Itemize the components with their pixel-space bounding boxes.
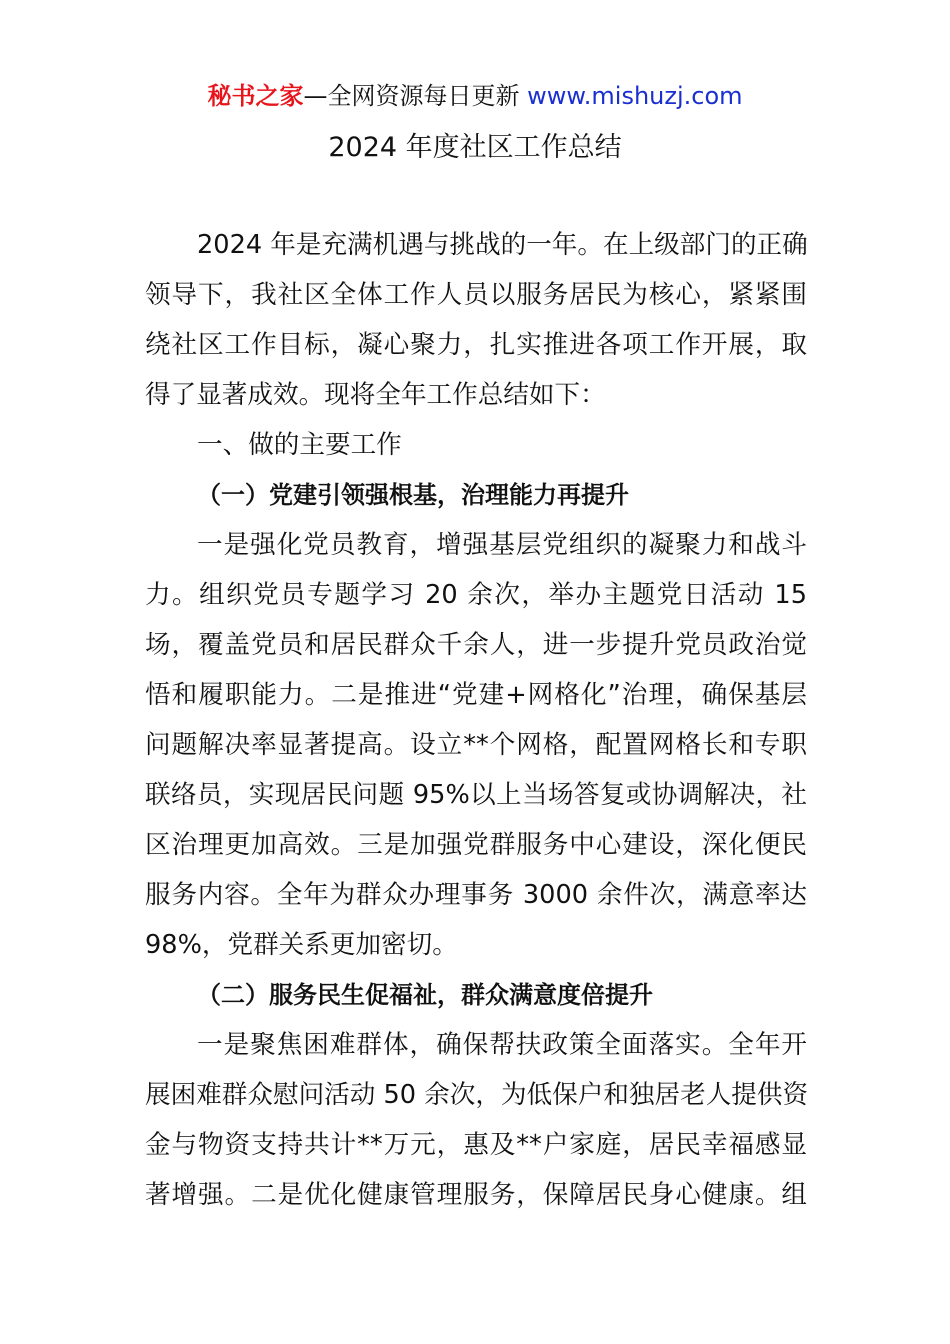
para1-line-8: 服务内容。全年为群众办理事务 3000 余件次，满意率达 <box>145 880 807 910</box>
para1-line-3: 场，覆盖党员和居民群众千余人，进一步提升党员政治觉 <box>145 630 807 660</box>
para1-line-9: 98%，党群关系更加密切。 <box>145 930 458 960</box>
para2-line-1: 一是聚焦困难群体，确保帮扶政策全面落实。全年开 <box>197 1030 807 1060</box>
para1-line-1: 一是强化党员教育，增强基层党组织的凝聚力和战斗 <box>197 530 807 560</box>
document-title: 2024 年度社区工作总结 <box>328 132 622 163</box>
intro-line-4: 得了显著成效。现将全年工作总结如下： <box>145 380 606 410</box>
intro-line-2: 领导下，我社区全体工作人员以服务居民为核心，紧紧围 <box>145 280 807 310</box>
header-tagline: —全网资源每日更新 <box>303 82 520 110</box>
site-header <box>0 78 950 114</box>
para2-line-4: 著增强。二是优化健康管理服务，保障居民身心健康。组 <box>145 1180 807 1210</box>
para1-line-6: 联络员，实现居民问题 95%以上当场答复或协调解决，社 <box>145 780 807 810</box>
para1-line-2: 力。组织党员专题学习 20 余次，举办主题党日活动 15 <box>145 580 807 610</box>
para2-line-3: 金与物资支持共计**万元，惠及**户家庭，居民幸福感显 <box>145 1130 807 1160</box>
para1-line-7: 区治理更加高效。三是加强党群服务中心建设，深化便民 <box>145 830 807 860</box>
subheading-1: （一）党建引领强根基，治理能力再提升 <box>197 481 629 509</box>
para1-line-5: 问题解决率显著提高。设立**个网格，配置网格长和专职 <box>145 730 807 760</box>
site-url-link[interactable]: www.mishuzj.com <box>527 82 743 110</box>
para2-line-2: 展困难群众慰问活动 50 余次，为低保户和独居老人提供资 <box>145 1080 809 1110</box>
intro-line-1: 2024 年是充满机遇与挑战的一年。在上级部门的正确 <box>197 230 808 260</box>
section-heading: 一、做的主要工作 <box>197 430 402 460</box>
para1-line-4: 悟和履职能力。二是推进“党建+网格化”治理，确保基层 <box>145 680 807 710</box>
intro-line-3: 绕社区工作目标，凝心聚力，扎实推进各项工作开展，取 <box>145 330 807 360</box>
subheading-2: （二）服务民生促福祉，群众满意度倍提升 <box>197 981 653 1009</box>
brand-name: 秘书之家 <box>207 82 304 110</box>
